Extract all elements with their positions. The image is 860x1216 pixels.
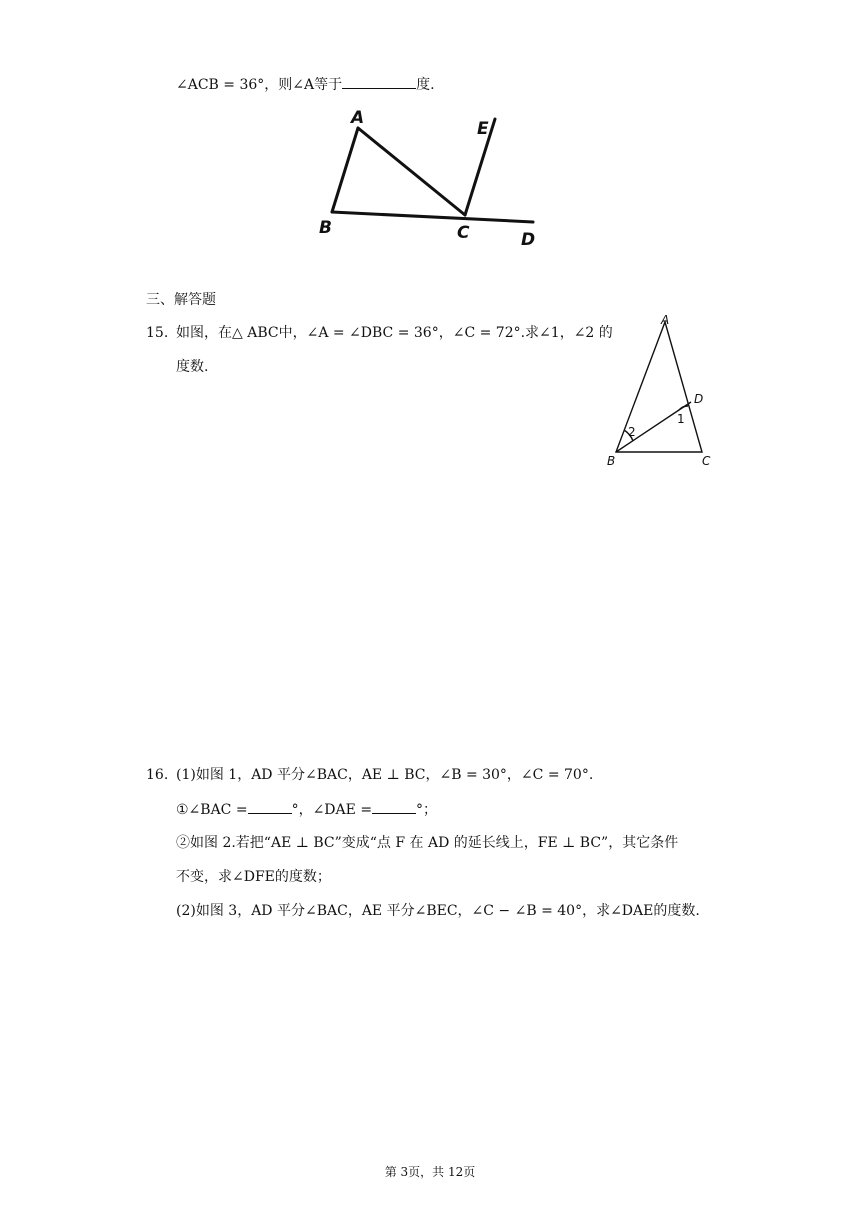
q16-bac-label: ①∠BAC = — [176, 802, 248, 818]
q15-label-b: B — [607, 454, 616, 468]
q14-label-b: B — [319, 218, 332, 238]
q15-angle-mark-1 — [679, 406, 688, 410]
q15-label-a: A — [661, 313, 670, 327]
q15-label-angle-1: 1 — [677, 412, 685, 426]
q16-dae-label: °，∠DAE = — [291, 802, 373, 818]
q14-label-c: C — [457, 223, 470, 243]
q16-line-2-end: °； — [416, 802, 438, 818]
q14-figure — [310, 104, 550, 252]
q16-line-4: 不变，求∠DFE的度数； — [176, 869, 331, 885]
page-footer: 第 3页，共 12页 — [384, 1165, 476, 1179]
q15-label-angle-2: 2 — [628, 425, 636, 439]
q15-label-d: D — [694, 392, 704, 406]
q15-number: 15. — [146, 325, 169, 341]
q14-suffix: 度. — [416, 77, 435, 93]
q14-text-line — [176, 74, 435, 95]
q16-number: 16. — [146, 767, 169, 783]
q16-line-3: ②如图 2.若把“AE ⊥ BC”变成“点 F 在 AD 的延长线上，FE ⊥ BC”，其它条件 — [176, 835, 679, 851]
q16-line-1: (1)如图 1，AD 平分∠BAC，AE ⊥ BC，∠B = 30°，∠C = 70°. — [176, 767, 594, 783]
q16-line-2 — [176, 799, 437, 820]
q14-label-d: D — [521, 230, 536, 250]
q14-answer-blank[interactable] — [342, 74, 416, 89]
q15-line-2: 度数. — [176, 359, 209, 375]
q14-segment-ab — [332, 128, 358, 212]
section-title: 三、解答题 — [146, 292, 216, 308]
q15-figure — [600, 310, 722, 472]
q16-line-5: (2)如图 3，AD 平分∠BAC，AE 平分∠BEC，∠C − ∠B = 40°，求∠DAE的度数. — [176, 903, 700, 919]
q14-label-a: A — [351, 108, 365, 128]
q15-line-1: 如图，在△ ABC中，∠A = ∠DBC = 36°，∠C = 72°.求∠1，∠2 的 — [176, 325, 613, 341]
q14-ray-bd — [332, 212, 533, 222]
q14-label-e: E — [477, 119, 489, 139]
q16-dae-blank[interactable] — [372, 799, 416, 814]
q15-label-c: C — [702, 454, 711, 468]
q14-segment-ac — [358, 128, 465, 215]
q16-bac-blank[interactable] — [248, 799, 292, 814]
q14-prefix: ∠ACB = 36°，则∠A等于 — [176, 77, 343, 93]
